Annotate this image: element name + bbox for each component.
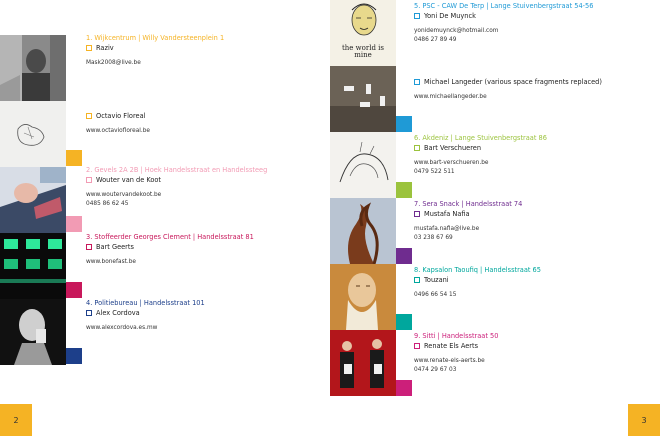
contact-block	[414, 28, 593, 43]
painting-wouter	[0, 167, 66, 233]
color-block-purple	[396, 248, 412, 264]
painting-touzani	[330, 264, 396, 330]
contact-block	[414, 94, 602, 101]
sculpture-mustafa-nafia	[330, 198, 396, 264]
artist-name	[414, 342, 498, 350]
color-block-pink	[66, 216, 82, 232]
entry-7	[414, 200, 522, 243]
entry-heading: 8. Kapsalon Taoufiq | Handelsstraat 65	[414, 266, 541, 274]
image-caption: the world is mine	[341, 44, 385, 59]
artist-name	[86, 309, 205, 317]
entry-9	[414, 332, 498, 375]
phone-number: 0479 522 511	[414, 168, 455, 175]
artist-name	[414, 276, 541, 284]
entry-1	[86, 34, 224, 69]
artist-name-text: Octavio Floreal	[96, 112, 146, 120]
drawing-bart-verschueren	[330, 132, 396, 198]
phone-number: 0496 66 54 15	[414, 292, 457, 299]
phone-number: 0485 86 62 45	[86, 200, 129, 207]
website-link[interactable]: www.bart-verschueren.be	[414, 160, 489, 167]
artist-name	[414, 210, 522, 218]
entry-5	[414, 2, 593, 45]
contact-block	[86, 325, 205, 332]
photo-renate-els-aerts	[330, 330, 396, 396]
contact-block	[414, 160, 547, 175]
website-link[interactable]: www.woutervandekoot.be	[86, 192, 162, 199]
checkbox-icon	[86, 113, 92, 119]
website-link[interactable]: www.renate-els-aerts.be	[414, 358, 485, 365]
website-link[interactable]: www.alexcordova.es.mw	[86, 325, 158, 332]
entry-michael	[414, 76, 602, 102]
checkbox-icon	[86, 310, 92, 316]
color-block-navy	[66, 348, 82, 364]
checkbox-icon	[414, 277, 420, 283]
website-link[interactable]: www.bonefast.be	[86, 259, 136, 266]
artist-name-text: Mustafa Nafia	[424, 210, 470, 219]
drawing-octavio	[0, 101, 66, 167]
checkbox-icon	[414, 343, 420, 349]
entry-4	[86, 299, 205, 334]
artist-name-text: Alex Cordova	[96, 309, 140, 318]
entry-heading: 6. Akdeniz | Lange Stuivenbergstraat 86	[414, 134, 547, 142]
artist-name	[86, 112, 150, 120]
checkbox-icon	[414, 79, 420, 85]
entry-heading: 2. Gevels 2A 2B | Hoek Handelsstraat en Handelssteeg	[86, 166, 268, 174]
right-page	[330, 0, 660, 436]
contact-block	[414, 358, 498, 373]
entry-heading: 4. Politiebureau | Handelsstraat 101	[86, 299, 205, 307]
artist-name-text: Bart Verschueren	[424, 144, 481, 153]
artist-name-text: Yoni De Muynck	[424, 12, 476, 21]
artist-name-text: Renate Els Aerts	[424, 342, 479, 351]
phone-number: 0486 27 89 49	[414, 36, 457, 43]
color-block-crimson	[66, 282, 82, 298]
entry-6	[414, 134, 547, 177]
artist-name	[86, 176, 267, 184]
photo-bart-geerts	[0, 233, 66, 299]
color-block-cyan	[396, 116, 412, 132]
phone-number: 03 238 67 69	[414, 234, 453, 241]
email-link[interactable]: mustafa.nafia@live.be	[414, 226, 480, 233]
entry-heading: 1. Wijkcentrum | Willy Vandersteenplein 1	[86, 34, 225, 42]
contact-block	[414, 226, 522, 241]
artist-name-text: Wouter van de Koot	[96, 176, 161, 185]
entry-heading: 5. PSC - CAW De Terp | Lange Stuivenbergstraat 54-56	[414, 2, 594, 10]
artist-name-text: Bart Geerts	[96, 243, 134, 252]
artist-name-text: Michael Langeder (various space fragments replaced)	[424, 78, 602, 86]
contact-block	[86, 60, 224, 67]
artist-name-text: Touzani	[424, 276, 449, 285]
checkbox-icon	[86, 244, 92, 250]
artist-name	[414, 144, 547, 152]
color-block-teal	[396, 314, 412, 330]
artist-name	[86, 44, 224, 52]
email-link[interactable]: yonidemuynck@hotmail.com	[414, 28, 499, 35]
artist-name	[414, 78, 602, 86]
artist-name	[86, 243, 254, 251]
checkbox-icon	[86, 45, 92, 51]
entry-3	[86, 233, 254, 268]
email-link[interactable]: Mask2008@live.be	[86, 60, 141, 67]
contact-block	[86, 128, 150, 135]
photo-alex-cordova	[0, 299, 66, 365]
phone-number: 0474 29 67 03	[414, 366, 457, 373]
page-number-left: 2	[0, 404, 32, 436]
color-block-magenta	[396, 380, 412, 396]
color-block-orange	[66, 150, 82, 166]
checkbox-icon	[414, 145, 420, 151]
artist-name	[414, 12, 593, 20]
entry-heading: 3. Stoffeerder Georges Clement | Handelsstraat 81	[86, 233, 254, 241]
website-link[interactable]: www.michaellangeder.be	[414, 94, 487, 101]
contact-block	[414, 292, 541, 299]
artist-name-text: Raziv	[96, 44, 114, 53]
drawing-yoni	[330, 0, 396, 66]
entry-2	[86, 166, 267, 209]
website-link[interactable]: www.octaviofloreal.be	[86, 128, 150, 135]
checkbox-icon	[414, 13, 420, 19]
contact-block	[86, 192, 267, 207]
photo-raziv	[0, 35, 66, 101]
color-block-green	[396, 182, 412, 198]
page-number-right: 3	[628, 404, 660, 436]
entry-octavio	[86, 110, 150, 136]
checkbox-icon	[414, 211, 420, 217]
contact-block	[86, 259, 254, 266]
photo-michael-langeder	[330, 66, 396, 132]
entry-heading: 9. Sitti | Handelsstraat 50	[414, 332, 499, 340]
entry-heading: 7. Sera Snack | Handelsstraat 74	[414, 200, 523, 208]
checkbox-icon	[86, 177, 92, 183]
entry-8	[414, 266, 541, 301]
